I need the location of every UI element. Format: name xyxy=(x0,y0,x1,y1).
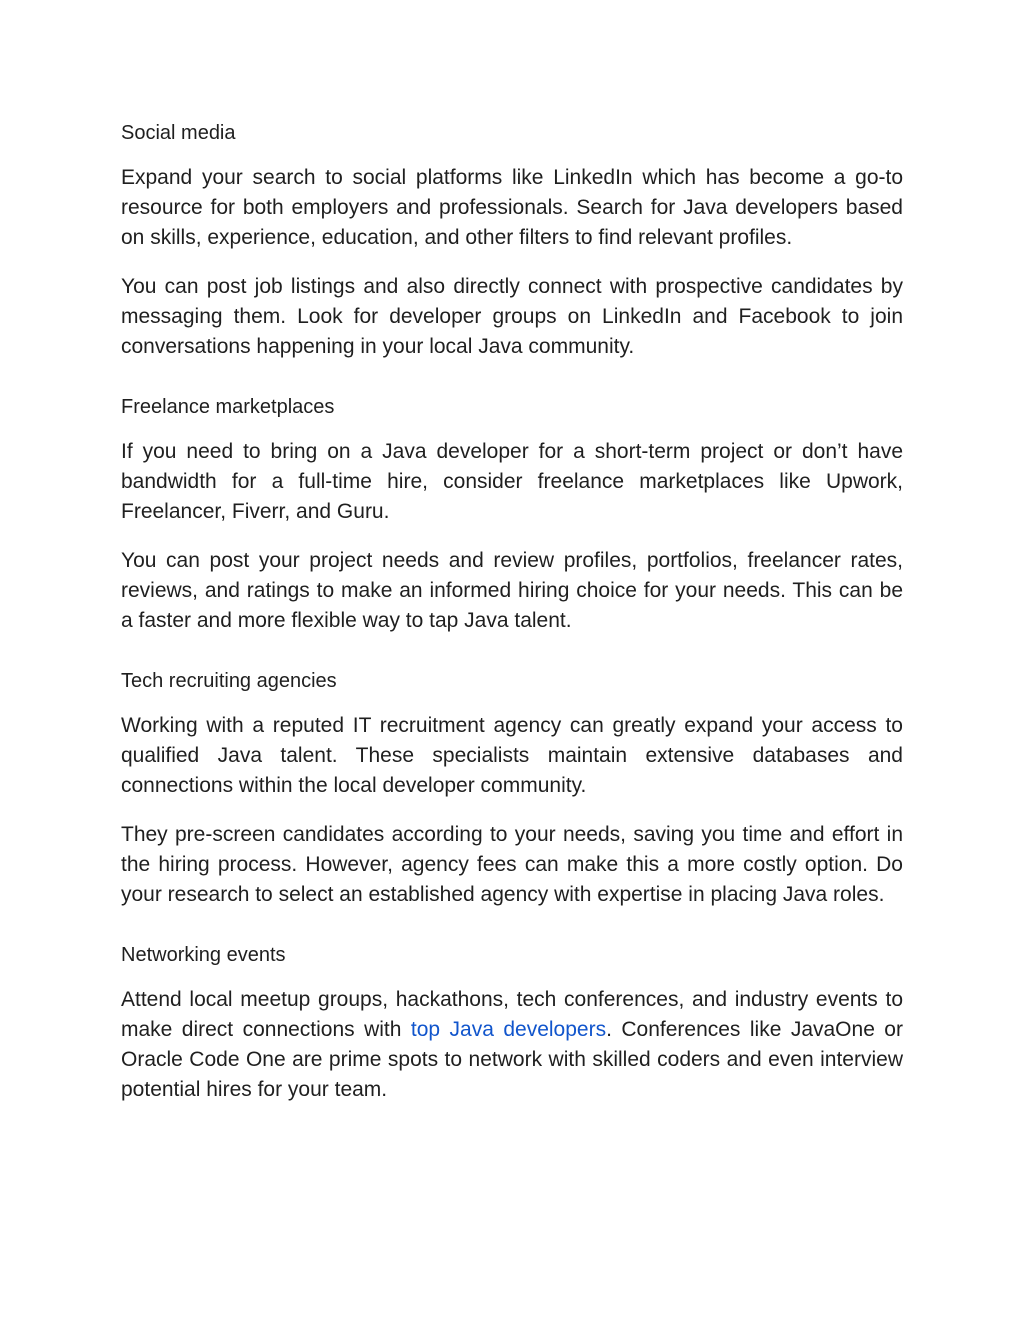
section-heading: Networking events xyxy=(121,944,286,966)
paragraph: They pre-screen candidates according to your needs, saving you time and effort in the hiring process. However, agency fees can make this a more costly option. Do your research to select an established agency with expertise in placing Java roles. xyxy=(121,823,903,906)
section-heading: Social media xyxy=(121,122,236,144)
section-heading: Freelance marketplaces xyxy=(121,396,335,418)
paragraph: You can post job listings and also directly connect with prospective candidates by messaging them. Look for developer groups on LinkedIn and Facebook to join conversations happening in your local Java community. xyxy=(121,275,903,358)
section-social-media xyxy=(121,118,903,362)
document-page xyxy=(121,118,903,1105)
paragraph: Working with a reputed IT recruitment agency can greatly expand your access to qualified Java talent. These specialists maintain extensive databases and connections within the local developer community. xyxy=(121,714,903,797)
section-networking-events xyxy=(121,940,903,1105)
section-heading: Tech recruiting agencies xyxy=(121,670,337,692)
paragraph-text-after-link: . Conferences like JavaOne or Oracle Code One are prime spots to network with skilled coders and even interview potential hires for your team. xyxy=(121,1018,903,1101)
top-java-developers-link[interactable]: top Java developers xyxy=(410,1018,607,1041)
section-freelance-marketplaces xyxy=(121,392,903,636)
section-tech-recruiting-agencies xyxy=(121,666,903,910)
paragraph: You can post your project needs and review profiles, portfolios, freelancer rates, reviews, and ratings to make an informed hiring choice for your needs. This can be a faster and more flexible way to tap Java talent. xyxy=(121,549,903,632)
paragraph: If you need to bring on a Java developer for a short-term project or don’t have bandwidth for a full-time hire, consider freelance marketplaces like Upwork, Freelancer, Fiverr, and Guru. xyxy=(121,440,903,523)
paragraph-with-link xyxy=(121,985,903,1105)
paragraph-text-before-link: Attend local meetup groups, hackathons, tech conferences, and industry events to make direct connections with xyxy=(121,988,903,1041)
paragraph: Expand your search to social platforms like LinkedIn which has become a go-to resource for both employers and professionals. Search for Java developers based on skills, experience, education, and other filters to find relevant profiles. xyxy=(121,166,903,249)
